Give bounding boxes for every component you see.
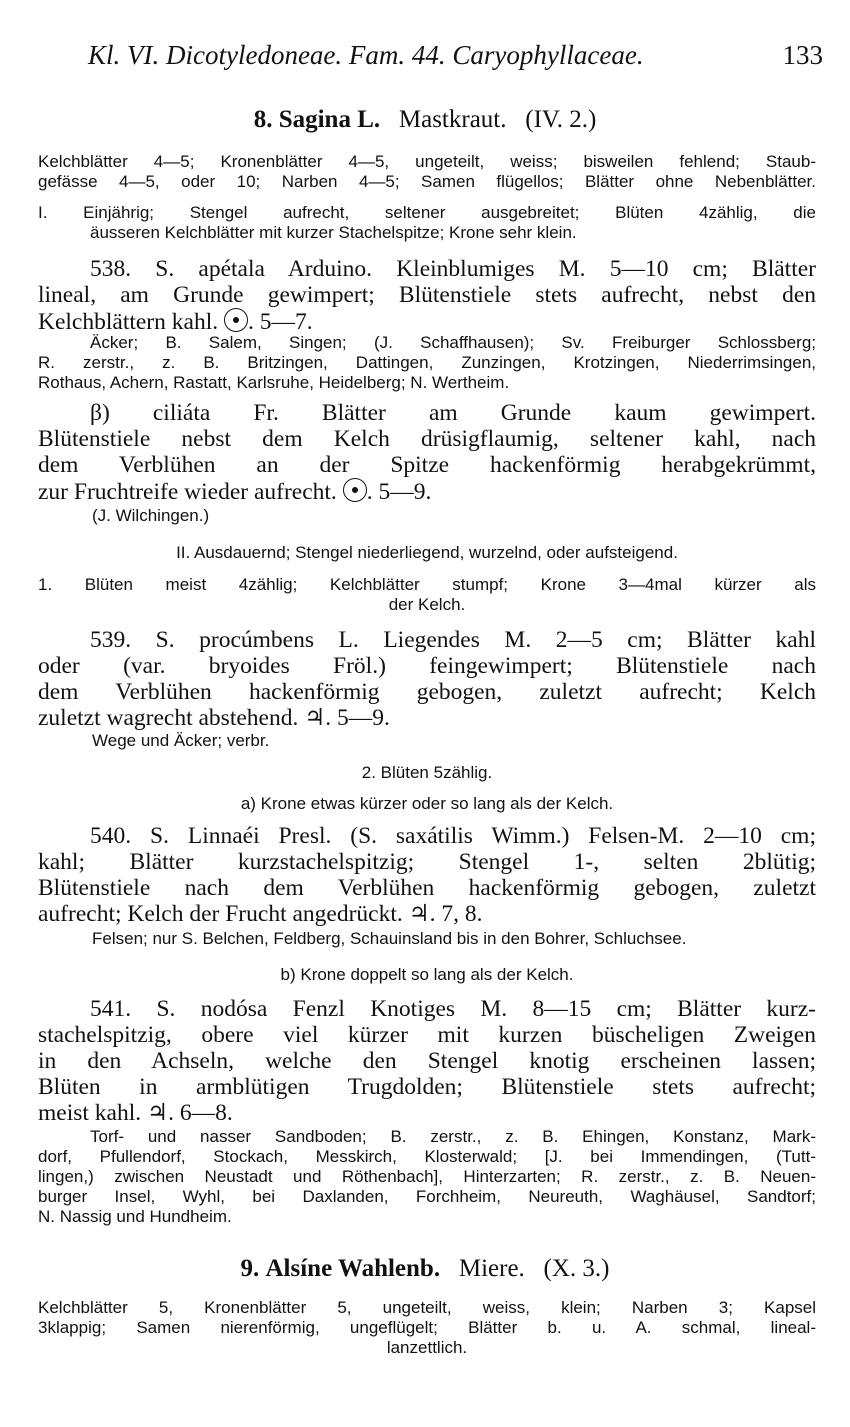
key-item-2 (38, 763, 816, 783)
text-line: Rothaus, Achern, Rastatt, Karlsruhe, Heidelberg; N. Wertheim. (38, 373, 510, 392)
text-line: oder (var. bryoides Fröl.) feingewimpert; Blütenstiele nach (38, 653, 816, 679)
species-541 (38, 996, 816, 1126)
text-line: lingen,) zwischen Neustadt und Röthenbach], Hinterzarten; R. zerstr., z. B. Neuen- (38, 1167, 816, 1186)
text-line: β) ciliáta Fr. Blätter am Grunde kaum gewimpert. (90, 400, 816, 426)
text-line: lanzettlich. (386, 1338, 468, 1357)
text-line: Äcker; B. Salem, Singen; (J. Schaffhausen); Sv. Freiburger Schlossberg; (90, 333, 816, 352)
text-line: 541. S. nodósa Fenzl Knotiges M. 8—15 cm; Blätter kurz- (90, 996, 816, 1022)
text-line: stachelspitzig, obere viel kürzer mit kurzen büscheligen Zweigen (38, 1022, 816, 1048)
species-540 (38, 823, 816, 927)
genus-heading-alsine (0, 1255, 850, 1283)
text-line (38, 308, 816, 335)
key-section-I (38, 203, 816, 243)
text-line: äusseren Kelchblätter mit kurzer Stachelspitze; Krone sehr klein. (90, 223, 577, 242)
text-line: kahl; Blätter kurzstachelspitzig; Stengel 1-, selten 2blütig; (38, 849, 816, 875)
text-span: . 5—9. (366, 479, 432, 505)
text-line: gefässe 4—5, oder 10; Narben 4—5; Samen flügellos; Blätter ohne Nebenblätter. (38, 172, 816, 191)
text-span: . 5—7. (247, 309, 313, 335)
genus-number: 8. (253, 106, 273, 133)
species-538 (38, 256, 816, 335)
text-line: Torf- und nasser Sandboden; B. zerstr., z. B. Ehingen, Konstanz, Mark- (90, 1127, 816, 1146)
text-line: Kelchblätter 5, Kronenblätter 5, ungeteilt, weiss, klein; Narben 3; Kapsel (38, 1298, 816, 1317)
genus-number: 9. (240, 1255, 260, 1282)
text-line: dorf, Pfullendorf, Stockach, Messkirch, Klosterwald; [J. bei Immendingen, (Tutt- (38, 1147, 816, 1166)
variety-ciliata-locality (38, 506, 816, 526)
genus-name: Alsíne Wahlenb. (265, 1255, 441, 1282)
genus-class: (IV. 2.) (525, 106, 597, 133)
species-539-locality (38, 731, 816, 751)
text-span: zur Fruchtreife wieder aufrecht. (38, 479, 337, 505)
text-line: Blütenstiele nach dem Verblühen hackenförmig gebogen, zuletzt (38, 875, 816, 901)
text-line: Blütenstiele nebst dem Kelch drüsigflaumig, seltener kahl, nach (38, 426, 816, 452)
text-line: in den Achseln, welche den Stengel knotig erscheinen lassen; (38, 1048, 816, 1074)
text-line: Blüten in armblütigen Trugdolden; Blütenstiele stets aufrecht; (38, 1074, 816, 1100)
text-line: Felsen; nur S. Belchen, Feldberg, Schauinsland bis in den Bohrer, Schluchsee. (92, 929, 687, 948)
running-header (88, 40, 823, 71)
species-540-locality (38, 929, 816, 949)
text-line: zuletzt wagrecht abstehend. ♃. 5—9. (38, 705, 390, 731)
text-line: lineal, am Grunde gewimpert; Blütenstiele stets aufrecht, nebst den (38, 282, 816, 308)
genus-description (38, 152, 816, 192)
text-line: N. Nassig und Hundheim. (38, 1207, 232, 1226)
text-line (38, 478, 816, 505)
text-line: dem Verblühen hackenförmig gebogen, zuletzt aufrecht; Kelch (38, 679, 816, 705)
text-line: I. Einjährig; Stengel aufrecht, seltener ausgebreitet; Blüten 4zählig, die (38, 203, 816, 222)
text-line: 539. S. procúmbens L. Liegendes M. 2—5 cm; Blätter kahl (90, 627, 816, 653)
text-line: 538. S. apétala Arduino. Kleinblumiges M. 5—10 cm; Blätter (90, 256, 816, 282)
text-line: meist kahl. ♃. 6—8. (38, 1100, 233, 1126)
annual-symbol-icon (343, 478, 367, 502)
species-538-localities (38, 333, 816, 393)
text-line: burger Insel, Wyhl, bei Daxlanden, Forchheim, Neureuth, Waghäusel, Sandtorf; (38, 1187, 816, 1206)
genus-common-name: Mastkraut. (398, 106, 507, 133)
key-item-1 (38, 575, 816, 615)
key-item-2a (38, 794, 816, 814)
text-line: 1. Blüten meist 4zählig; Kelchblätter stumpf; Krone 3—4mal kürzer als (38, 575, 816, 594)
text-span: Kelchblättern kahl. (38, 309, 219, 335)
text-line: aufrecht; Kelch der Frucht angedrückt. ♃. 7, 8. (38, 901, 483, 927)
text-line: dem Verblühen an der Spitze hackenförmig herabgekrümmt, (38, 452, 816, 478)
text-line: (J. Wilchingen.) (92, 506, 210, 525)
text-line: Kelchblätter 4—5; Kronenblätter 4—5, ungeteilt, weiss; bisweilen fehlend; Staub- (38, 152, 816, 171)
text-line: 3klappig; Samen nierenförmig, ungeflügelt; Blätter b. u. A. schmal, lineal- (38, 1318, 816, 1337)
text-line: 540. S. Linnaéi Presl. (S. saxátilis Wimm.) Felsen-M. 2—10 cm; (90, 823, 816, 849)
species-539 (38, 627, 816, 731)
variety-ciliata (38, 400, 816, 505)
running-title: Kl. VI. Dicotyledoneae. Fam. 44. Caryophyllaceae. (88, 40, 644, 70)
text-line: Wege und Äcker; verbr. (92, 731, 270, 750)
genus-9-description (38, 1298, 816, 1358)
genus-class: (X. 3.) (543, 1255, 610, 1282)
genus-heading-sagina (0, 106, 850, 134)
annual-symbol-icon (224, 308, 248, 332)
text-line: der Kelch. (388, 595, 466, 614)
text-line: II. Ausdauernd; Stengel niederliegend, wurzelnd, oder aufsteigend. (176, 543, 678, 562)
key-item-2b (38, 965, 816, 985)
species-541-localities (38, 1127, 816, 1227)
text-line: b) Krone doppelt so lang als der Kelch. (280, 965, 574, 984)
genus-common-name: Miere. (458, 1255, 525, 1282)
key-section-II (38, 543, 816, 563)
text-line: a) Krone etwas kürzer oder so lang als der Kelch. (240, 794, 614, 813)
text-line: 2. Blüten 5zählig. (361, 763, 493, 782)
text-line: R. zerstr., z. B. Britzingen, Dattingen, Zunzingen, Krotzingen, Niederrimsingen, (38, 353, 816, 372)
genus-name: Sagina L. (278, 106, 381, 133)
page-number: 133 (782, 40, 823, 70)
